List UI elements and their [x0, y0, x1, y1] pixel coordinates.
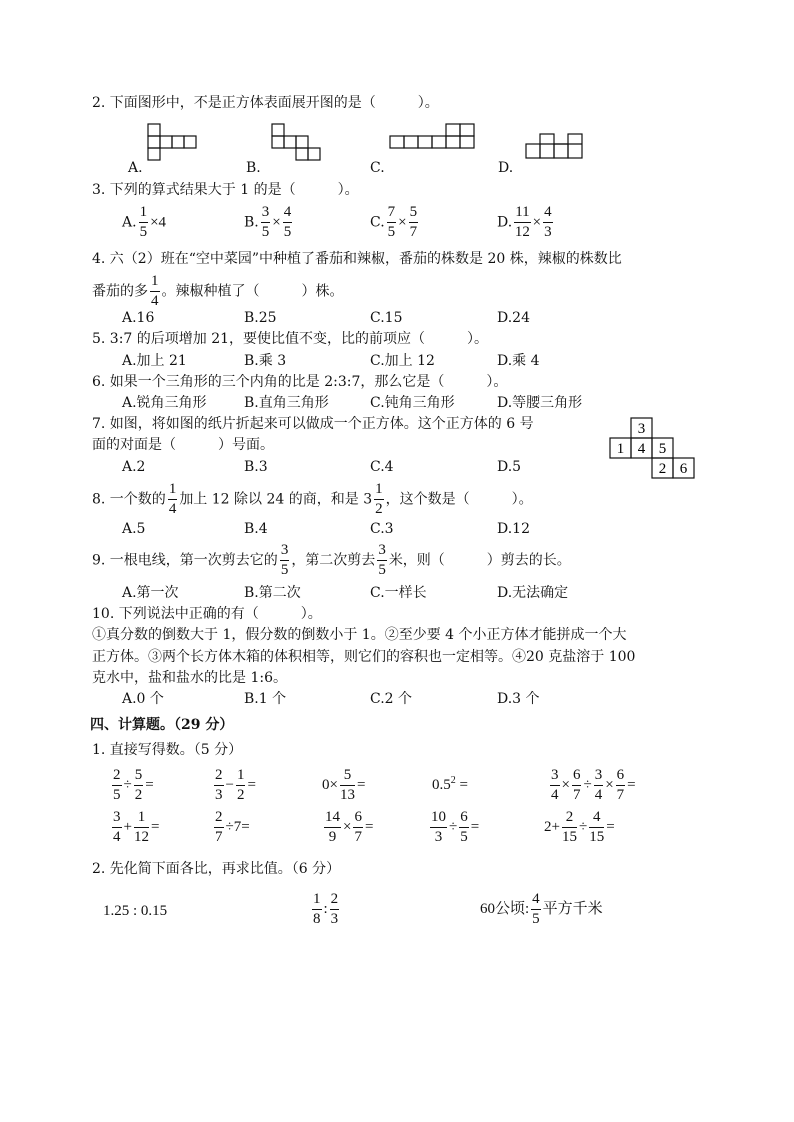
q6-stem: 6. 如果一个三角形的三个内角的比是 2:3:7，那么它是（ ）。: [92, 374, 508, 390]
q3-option-d: D. $\frac{11}{12}$ × $\frac{4}{3}$: [497, 204, 552, 240]
calc-item-9: $\frac{10}{3}$ ÷ $\frac{6}{5}$ =: [431, 809, 480, 845]
q6-option-c: C.钝角三角形: [370, 395, 455, 411]
net-face-6: 6: [679, 461, 688, 477]
calc-item-3: 0× $\frac{5}{13}$ =: [322, 767, 366, 803]
net-figure-c: [390, 124, 480, 164]
q7-line2: 面的对面是（ ）号面。: [92, 437, 274, 453]
q6-option-d: D.等腰三角形: [497, 395, 583, 411]
net-face-1: 1: [616, 441, 625, 457]
calc-item-2: $\frac{2}{3}$ − $\frac{1}{2}$ =: [215, 767, 256, 803]
q5-option-d: D.乘 4: [497, 353, 540, 369]
ratio-item-2: $\frac{1}{8}$ : $\frac{2}{3}$: [313, 891, 339, 927]
calc-item-10: 2+ $\frac{2}{15}$ ÷ $\frac{4}{15}$ =: [544, 809, 615, 845]
q3-option-c: C. $\frac{7}{5}$ × $\frac{5}{7}$: [370, 204, 418, 240]
q3-option-a: A. $\frac{1}{5}$ ×4: [122, 204, 167, 240]
q2-stem: 2. 下面图形中，不是正方体表面展开图的是（ ）。: [92, 95, 439, 111]
q6-option-a: A.锐角三角形: [122, 395, 207, 411]
q10-option-c: C.2 个: [370, 691, 413, 707]
q4-option-d: D.24: [497, 310, 530, 326]
cube-net-diagram: [610, 418, 696, 480]
calc-subquestion-1: 1. 直接写得数。（5 分）: [92, 742, 243, 758]
q5-option-c: C.加上 12: [370, 353, 435, 369]
q4-line2: 番茄的多 $\frac{1}{4}$ 。辣椒种植了（ ）株。: [92, 273, 344, 309]
calc-item-6: $\frac{3}{4}$ + $\frac{1}{12}$ =: [113, 809, 160, 845]
q10-stem: 10. 下列说法中正确的有（ ）。: [92, 606, 322, 622]
q5-option-a: A.加上 21: [122, 353, 187, 369]
calc-subquestion-2: 2. 先化简下面各比，再求比值。（6 分）: [92, 861, 341, 877]
q10-option-a: A.0 个: [122, 691, 164, 707]
net-face-2: 2: [658, 461, 667, 477]
q2-option-d: D.: [498, 160, 514, 176]
q4-option-b: B.25: [244, 310, 277, 326]
calc-item-8: $\frac{14}{9}$ × $\frac{6}{7}$ =: [325, 809, 374, 845]
calc-item-1: $\frac{2}{5}$ ÷ $\frac{5}{2}$ =: [113, 767, 154, 803]
q3-stem: 3. 下列的算式结果大于 1 的是（ ）。: [92, 182, 359, 198]
q4-option-a: A.16: [122, 310, 155, 326]
calc-item-5: $\frac{3}{4}$ × $\frac{6}{7}$ ÷ $\frac{3}{4}$ × $\frac{6}{7}$ =: [551, 767, 636, 803]
q5-option-b: B.乘 3: [244, 353, 287, 369]
net-face-5: 5: [658, 441, 667, 457]
net-face-3: 3: [637, 421, 646, 437]
q3-option-b: B. $\frac{3}{5}$ × $\frac{4}{5}$: [244, 204, 292, 240]
q5-stem: 5. 3:7 的后项增加 21，要使比值不变，比的前项应（ ）。: [92, 331, 489, 347]
q2-option-c: C.: [370, 160, 385, 176]
ratio-item-3: 60公顷: $\frac{4}{5}$ 平方千米: [480, 891, 603, 927]
calc-item-4: $0.5^2$ =: [432, 775, 468, 793]
q8-option-c: C.3: [370, 521, 394, 537]
section-4-title: 四、计算题。（29 分）: [90, 717, 234, 733]
q7-option-c: C.4: [370, 459, 394, 475]
net-face-4: 4: [637, 441, 646, 457]
q9-option-c: C.一样长: [370, 585, 427, 601]
q2-option-a: A.: [128, 160, 143, 176]
q8-option-b: B.4: [244, 521, 268, 537]
net-figure-a: [148, 124, 202, 164]
ratio-item-1: 1.25 : 0.15: [103, 903, 168, 919]
q4-line1: 4. 六（2）班在“空中菜园”中种植了番茄和辣椒，番茄的株数是 20 株，辣椒的株数比: [92, 251, 622, 267]
calc-item-7: $\frac{2}{7}$ ÷7=: [215, 809, 250, 845]
q9-stem: 9. 一根电线，第一次剪去它的 $\frac{3}{5}$ ，第二次剪去 $\frac{3}{5}$ 米，则（ ）剪去的长。: [92, 542, 571, 578]
q7-line1: 7. 如图，将如图的纸片折起来可以做成一个正方体。这个正方体的 6 号: [92, 416, 534, 432]
q2-option-b: B.: [246, 160, 261, 176]
q8-stem: 8. 一个数的 $\frac{1}{4}$ 加上 12 除以 24 的商，和是 3 $\frac{1}{2}$ ，这个数是（ ）。: [92, 481, 533, 517]
q10-statement-line2: 正方体。③两个长方体木箱的体积相等，则它们的容积也一定相等。④20 克盐溶于 100: [92, 649, 636, 665]
q8-option-a: A.5: [122, 521, 146, 537]
q10-statement-line3: 克水中，盐和盐水的比是 1:6。: [92, 670, 287, 686]
q9-option-b: B.第二次: [244, 585, 301, 601]
q7-option-d: D.5: [497, 459, 522, 475]
net-figure-b: [272, 124, 326, 168]
q10-option-b: B.1 个: [244, 691, 287, 707]
q10-statement-line1: ①真分数的倒数大于 1，假分数的倒数小于 1。②至少要 4 个小正方体才能拼成一个大: [92, 627, 627, 643]
q7-option-a: A.2: [122, 459, 146, 475]
q8-option-d: D.12: [497, 521, 530, 537]
q10-option-d: D.3 个: [497, 691, 540, 707]
q6-option-b: B.直角三角形: [244, 395, 329, 411]
q9-option-d: D.无法确定: [497, 585, 569, 601]
q9-option-a: A.第一次: [122, 585, 179, 601]
q4-option-c: C.15: [370, 310, 403, 326]
net-figure-d: [526, 134, 588, 166]
q7-option-b: B.3: [244, 459, 268, 475]
